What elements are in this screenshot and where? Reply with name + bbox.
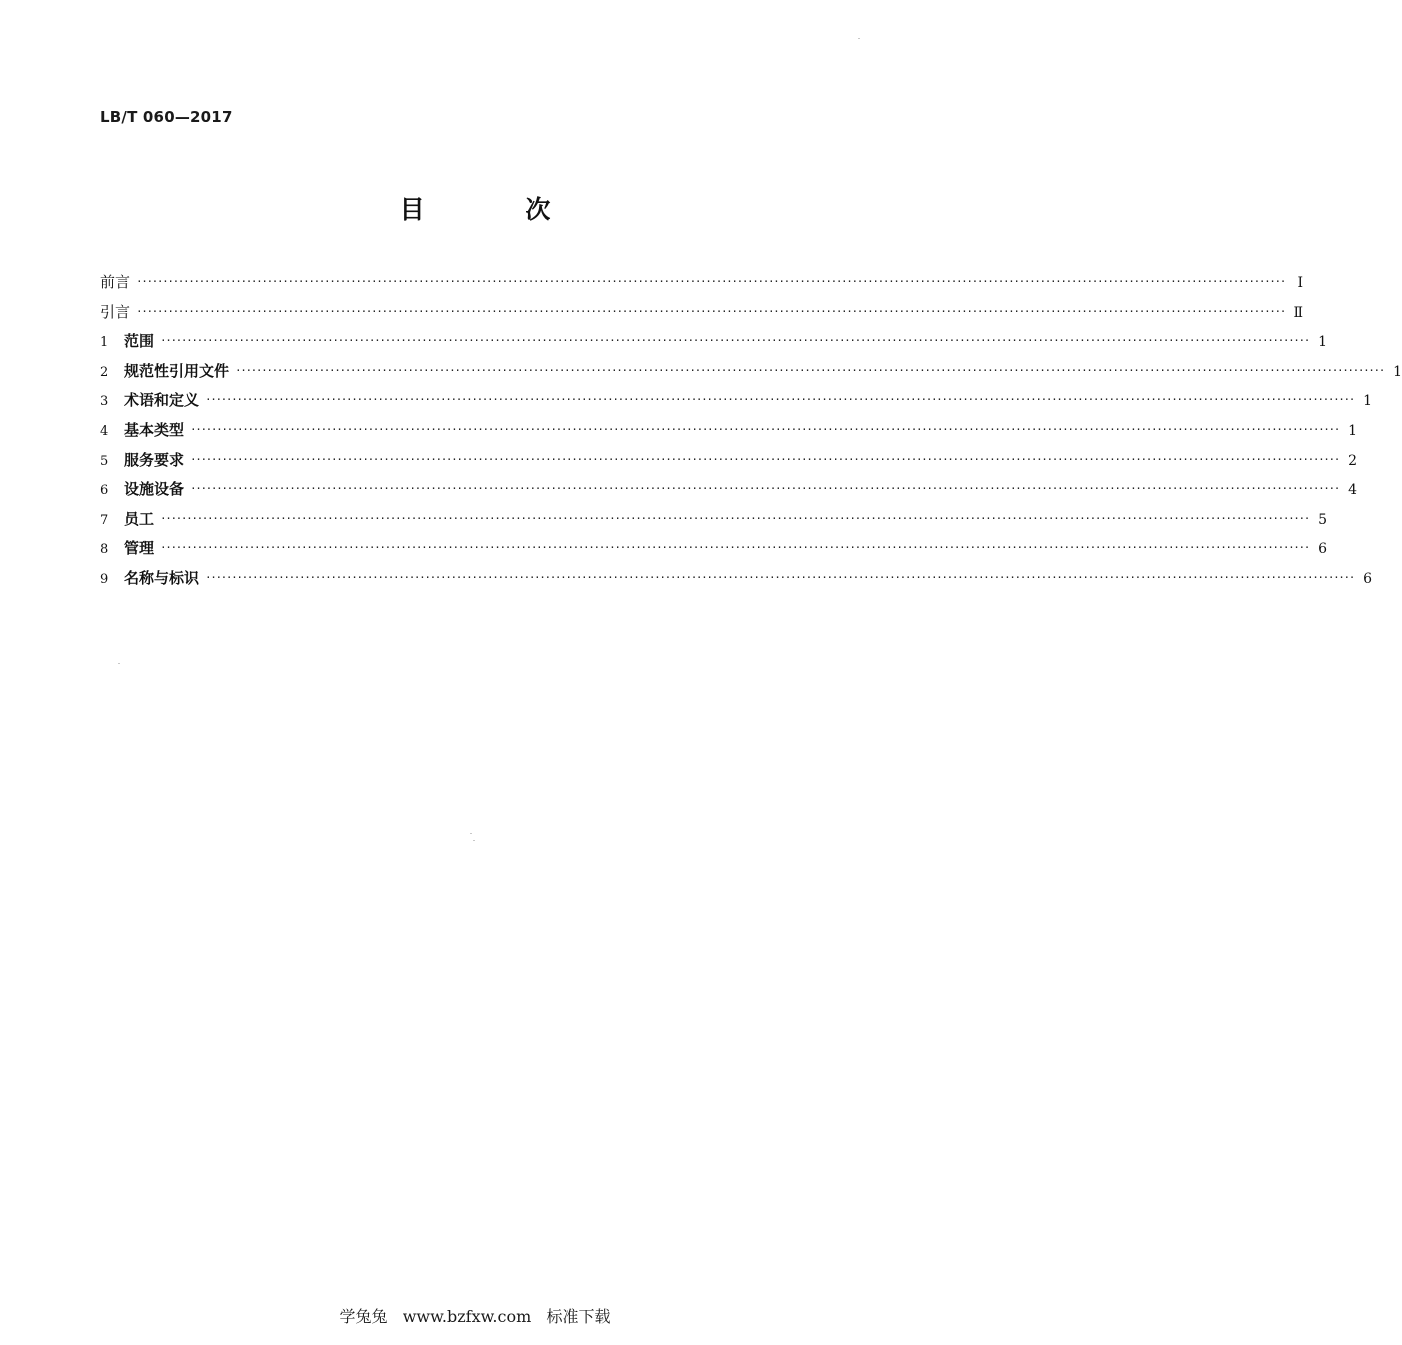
toc-entry[interactable] (100, 446, 1357, 476)
toc-entry-number: 5 (100, 453, 109, 469)
toc-leader-dots: ···························································································································································································································· (160, 511, 1309, 525)
toc-leader-dots: ···························································································································································································································· (136, 304, 1285, 318)
toc-leader-dots: ···························································································································································································································· (190, 482, 1339, 496)
footer (0, 1304, 950, 1327)
scan-speck (858, 38, 860, 39)
footer-tagline: 标准下载 (546, 1307, 611, 1326)
toc-entry-page: 6 (1318, 541, 1327, 558)
toc-entry-label: 引言 (100, 302, 131, 321)
toc-entry-page: Ⅱ (1293, 304, 1303, 321)
toc-entry-label: 基本类型 (124, 420, 185, 439)
toc-leader-dots: ···························································································································································································································· (160, 334, 1309, 348)
toc-entry-number: 1 (100, 335, 109, 351)
toc-entry-label: 管理 (124, 539, 155, 558)
toc-entry-page: 2 (1348, 452, 1357, 469)
toc-entry-number: 4 (100, 423, 109, 439)
toc-entry-page: 6 (1363, 570, 1372, 587)
toc-entry[interactable] (100, 416, 1357, 446)
toc-entry[interactable] (100, 298, 1303, 328)
toc-leader-dots: ···························································································································································································································· (190, 422, 1339, 436)
toc-entry-label: 名称与标识 (124, 568, 200, 587)
scan-speck (470, 833, 472, 834)
toc-entry[interactable] (100, 357, 1402, 387)
toc-entry[interactable] (100, 564, 1372, 594)
toc-entry-label: 规范性引用文件 (124, 361, 230, 380)
toc-entry-page: 1 (1363, 393, 1372, 410)
toc-leader-dots: ···························································································································································································································· (235, 363, 1384, 377)
document-code: LB/T 060—2017 (100, 108, 233, 126)
toc-entry[interactable] (100, 505, 1327, 535)
scan-speck (118, 663, 120, 664)
table-of-contents (100, 268, 1402, 594)
toc-entry-number: 3 (100, 394, 109, 410)
toc-entry[interactable] (100, 268, 1303, 298)
toc-entry-label: 术语和定义 (124, 391, 200, 410)
toc-entry-page: 5 (1318, 511, 1327, 528)
toc-entry-number: 8 (100, 542, 109, 558)
toc-entry-number: 6 (100, 483, 109, 499)
footer-site-name: 学兔兔 (339, 1307, 388, 1326)
toc-entry-page: Ⅰ (1297, 275, 1303, 291)
toc-entry-label: 服务要求 (124, 450, 185, 469)
toc-entry-page: 4 (1348, 482, 1357, 499)
toc-title: 目 次 (399, 195, 597, 224)
toc-leader-dots: ···························································································································································································································· (205, 570, 1354, 584)
toc-entry[interactable] (100, 534, 1327, 564)
toc-entry-page: 1 (1348, 422, 1357, 439)
toc-leader-dots: ···························································································································································································································· (190, 452, 1339, 466)
toc-entry[interactable] (100, 386, 1372, 416)
toc-entry-number: 9 (100, 571, 109, 587)
toc-entry-label: 范围 (124, 332, 155, 351)
footer-url[interactable]: www.bzfxw.com (402, 1307, 532, 1326)
toc-leader-dots: ···························································································································································································································· (160, 541, 1309, 555)
toc-entry-number: 7 (100, 512, 109, 528)
toc-entry-page: 1 (1318, 334, 1327, 351)
toc-leader-dots: ···························································································································································································································· (136, 275, 1285, 288)
toc-entry[interactable] (100, 327, 1327, 357)
scan-speck (473, 840, 475, 841)
toc-entry[interactable] (100, 475, 1357, 505)
toc-entry-label: 设施设备 (124, 480, 185, 499)
toc-entry-label: 员工 (124, 509, 155, 528)
toc-entry-number: 2 (100, 364, 109, 380)
toc-entry-page: 1 (1393, 363, 1402, 380)
toc-entry-label: 前言 (100, 273, 131, 291)
toc-leader-dots: ···························································································································································································································· (205, 393, 1354, 407)
